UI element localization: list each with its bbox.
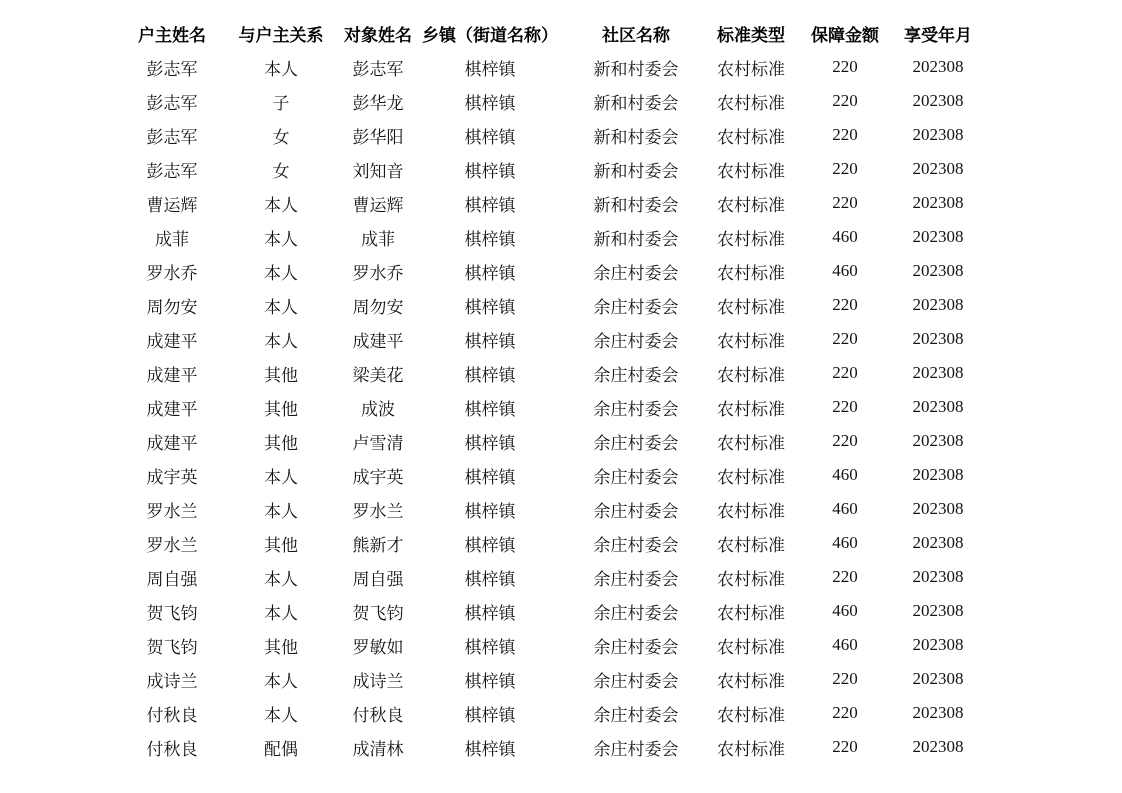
table-cell: 220	[832, 397, 858, 416]
table-cell: 棋梓镇	[464, 59, 516, 79]
table-cell: 周自强	[352, 569, 404, 589]
table-row	[118, 424, 976, 458]
table-cell: 农村标准	[717, 297, 785, 317]
table-cell: 余庄村委会	[593, 535, 679, 555]
table-cell: 农村标准	[717, 637, 785, 657]
table-cell: 农村标准	[717, 535, 785, 555]
table-cell: 彭志军	[146, 161, 198, 181]
table-cell: 罗水兰	[146, 501, 198, 521]
table-cell: 202308	[912, 57, 964, 76]
table-body	[118, 50, 976, 764]
table-cell: 新和村委会	[593, 161, 679, 181]
table-cell: 付秋良	[352, 705, 404, 725]
table-cell: 本人	[264, 297, 298, 317]
table-row	[118, 492, 976, 526]
table-cell: 新和村委会	[593, 127, 679, 147]
table-cell: 贺飞钧	[352, 603, 404, 623]
table-cell: 彭志军	[146, 127, 198, 147]
column-header-standard-type: 标准类型	[717, 25, 785, 45]
table-cell: 农村标准	[717, 467, 785, 487]
table-cell: 农村标准	[717, 569, 785, 589]
table-cell: 女	[272, 161, 290, 181]
table-cell: 202308	[912, 737, 964, 756]
table-cell: 余庄村委会	[593, 739, 679, 759]
table-cell: 余庄村委会	[593, 263, 679, 283]
table-cell: 农村标准	[717, 433, 785, 453]
column-header-guarantee-amount: 保障金额	[811, 25, 879, 45]
table-cell: 成建平	[146, 331, 198, 351]
table-cell: 220	[832, 125, 858, 144]
table-cell: 棋梓镇	[464, 365, 516, 385]
table-cell: 周自强	[146, 569, 198, 589]
table-cell: 220	[832, 737, 858, 756]
column-header-township: 乡镇（街道名称）	[422, 25, 558, 45]
table-cell: 余庄村委会	[593, 365, 679, 385]
table-cell: 460	[832, 227, 858, 246]
table-cell: 罗水兰	[352, 501, 404, 521]
table-cell: 220	[832, 329, 858, 348]
table-cell: 本人	[264, 229, 298, 249]
table-cell: 220	[832, 295, 858, 314]
table-cell: 其他	[264, 365, 298, 385]
table-cell: 220	[832, 57, 858, 76]
table-cell: 新和村委会	[593, 93, 679, 113]
table-row	[118, 594, 976, 628]
table-cell: 本人	[264, 569, 298, 589]
table-cell: 余庄村委会	[593, 637, 679, 657]
table-cell: 刘知音	[352, 161, 404, 181]
table-cell: 成建平	[146, 365, 198, 385]
table-cell: 余庄村委会	[593, 297, 679, 317]
table-cell: 新和村委会	[593, 59, 679, 79]
table-cell: 其他	[264, 433, 298, 453]
table-row	[118, 662, 976, 696]
table-cell: 成建平	[146, 433, 198, 453]
table-cell: 棋梓镇	[464, 195, 516, 215]
table-cell: 成宇英	[352, 467, 404, 487]
table-cell: 农村标准	[717, 365, 785, 385]
table-cell: 棋梓镇	[464, 739, 516, 759]
table-row	[118, 696, 976, 730]
column-header-benefit-month: 享受年月	[904, 25, 972, 45]
table-cell: 其他	[264, 399, 298, 419]
table-cell: 彭华龙	[352, 93, 404, 113]
table-cell: 460	[832, 499, 858, 518]
table-cell: 女	[272, 127, 290, 147]
table-cell: 本人	[264, 705, 298, 725]
table-cell: 棋梓镇	[464, 501, 516, 521]
table-cell: 成波	[361, 399, 395, 419]
table-cell: 220	[832, 431, 858, 450]
table-row	[118, 730, 976, 764]
table-cell: 本人	[264, 263, 298, 283]
table-row	[118, 186, 976, 220]
table-cell: 余庄村委会	[593, 331, 679, 351]
column-header-relationship: 与户主关系	[238, 25, 324, 45]
table-cell: 202308	[912, 261, 964, 280]
table-cell: 余庄村委会	[593, 603, 679, 623]
table-cell: 本人	[264, 467, 298, 487]
table-cell: 202308	[912, 193, 964, 212]
table-row	[118, 288, 976, 322]
table-cell: 农村标准	[717, 739, 785, 759]
column-header-subject-name: 对象姓名	[344, 25, 412, 45]
table-cell: 本人	[264, 59, 298, 79]
table-cell: 棋梓镇	[464, 603, 516, 623]
table-row	[118, 560, 976, 594]
table-cell: 农村标准	[717, 331, 785, 351]
table-cell: 460	[832, 635, 858, 654]
table-cell: 220	[832, 193, 858, 212]
table-cell: 彭志军	[352, 59, 404, 79]
table-cell: 202308	[912, 91, 964, 110]
table-cell: 农村标准	[717, 93, 785, 113]
table-header-row	[118, 16, 976, 50]
table-row	[118, 50, 976, 84]
table-cell: 棋梓镇	[464, 263, 516, 283]
table-cell: 202308	[912, 295, 964, 314]
table-cell: 202308	[912, 533, 964, 552]
table-cell: 棋梓镇	[464, 637, 516, 657]
table-row	[118, 152, 976, 186]
table-cell: 220	[832, 363, 858, 382]
table-cell: 棋梓镇	[464, 331, 516, 351]
table-cell: 460	[832, 601, 858, 620]
table-cell: 罗敏如	[352, 637, 404, 657]
table-cell: 202308	[912, 703, 964, 722]
table-cell: 其他	[264, 535, 298, 555]
table-cell: 本人	[264, 331, 298, 351]
table-cell: 220	[832, 669, 858, 688]
table-cell: 周勿安	[146, 297, 198, 317]
table-cell: 成建平	[352, 331, 404, 351]
table-row	[118, 526, 976, 560]
table-cell: 202308	[912, 397, 964, 416]
benefits-roster-table	[118, 16, 976, 764]
table-row	[118, 628, 976, 662]
table-cell: 202308	[912, 465, 964, 484]
table-cell: 彭志军	[146, 93, 198, 113]
table-cell: 配偶	[264, 739, 298, 759]
table-cell: 成诗兰	[146, 671, 198, 691]
table-cell: 农村标准	[717, 501, 785, 521]
table-cell: 棋梓镇	[464, 705, 516, 725]
table-cell: 202308	[912, 601, 964, 620]
table-cell: 成菲	[361, 229, 395, 249]
table-cell: 成菲	[155, 229, 189, 249]
table-cell: 农村标准	[717, 229, 785, 249]
table-cell: 棋梓镇	[464, 671, 516, 691]
table-cell: 202308	[912, 635, 964, 654]
table-cell: 彭华阳	[352, 127, 404, 147]
table-cell: 棋梓镇	[464, 127, 516, 147]
table-cell: 罗水乔	[146, 263, 198, 283]
table-row	[118, 118, 976, 152]
table-cell: 贺飞钧	[146, 637, 198, 657]
table-cell: 农村标准	[717, 671, 785, 691]
table-cell: 棋梓镇	[464, 297, 516, 317]
table-cell: 农村标准	[717, 127, 785, 147]
table-cell: 202308	[912, 499, 964, 518]
table-cell: 余庄村委会	[593, 705, 679, 725]
table-cell: 棋梓镇	[464, 93, 516, 113]
table-cell: 罗水乔	[352, 263, 404, 283]
table-cell: 成宇英	[146, 467, 198, 487]
table-cell: 棋梓镇	[464, 399, 516, 419]
table-row	[118, 458, 976, 492]
column-header-community-name: 社区名称	[602, 25, 670, 45]
table-cell: 新和村委会	[593, 195, 679, 215]
table-row	[118, 220, 976, 254]
table-cell: 梁美花	[352, 365, 404, 385]
table-cell: 农村标准	[717, 603, 785, 623]
table-cell: 贺飞钧	[146, 603, 198, 623]
table-cell: 棋梓镇	[464, 467, 516, 487]
table-cell: 202308	[912, 567, 964, 586]
table-cell: 余庄村委会	[593, 399, 679, 419]
table-cell: 本人	[264, 501, 298, 521]
table-cell: 202308	[912, 159, 964, 178]
table-cell: 曹运辉	[146, 195, 198, 215]
table-cell: 付秋良	[146, 705, 198, 725]
table-cell: 棋梓镇	[464, 535, 516, 555]
table-cell: 202308	[912, 431, 964, 450]
table-row	[118, 84, 976, 118]
table-cell: 本人	[264, 195, 298, 215]
table-cell: 成诗兰	[352, 671, 404, 691]
table-cell: 农村标准	[717, 161, 785, 181]
table-cell: 周勿安	[352, 297, 404, 317]
table-cell: 220	[832, 159, 858, 178]
table-cell: 棋梓镇	[464, 229, 516, 249]
table-cell: 202308	[912, 363, 964, 382]
table-cell: 460	[832, 533, 858, 552]
table-cell: 成建平	[146, 399, 198, 419]
table-cell: 农村标准	[717, 59, 785, 79]
column-header-household-head-name: 户主姓名	[138, 25, 206, 45]
table-cell: 220	[832, 91, 858, 110]
table-cell: 棋梓镇	[464, 433, 516, 453]
table-row	[118, 322, 976, 356]
table-row	[118, 254, 976, 288]
table-cell: 付秋良	[146, 739, 198, 759]
table-cell: 202308	[912, 329, 964, 348]
table-cell: 余庄村委会	[593, 501, 679, 521]
table-cell: 成清林	[352, 739, 404, 759]
table-cell: 202308	[912, 669, 964, 688]
table-cell: 棋梓镇	[464, 569, 516, 589]
table-cell: 农村标准	[717, 399, 785, 419]
table-cell: 202308	[912, 227, 964, 246]
table-cell: 202308	[912, 125, 964, 144]
table-cell: 220	[832, 703, 858, 722]
table-cell: 本人	[264, 603, 298, 623]
table-cell: 棋梓镇	[464, 161, 516, 181]
table-cell: 彭志军	[146, 59, 198, 79]
table-cell: 卢雪清	[352, 433, 404, 453]
table-cell: 余庄村委会	[593, 467, 679, 487]
table-cell: 220	[832, 567, 858, 586]
table-cell: 农村标准	[717, 263, 785, 283]
table-cell: 子	[272, 93, 290, 113]
table-cell: 新和村委会	[593, 229, 679, 249]
table-cell: 罗水兰	[146, 535, 198, 555]
table-cell: 460	[832, 261, 858, 280]
table-cell: 余庄村委会	[593, 671, 679, 691]
table-cell: 熊新才	[352, 535, 404, 555]
table-cell: 本人	[264, 671, 298, 691]
table-cell: 其他	[264, 637, 298, 657]
table-cell: 余庄村委会	[593, 569, 679, 589]
table-cell: 农村标准	[717, 705, 785, 725]
table-cell: 农村标准	[717, 195, 785, 215]
table-row	[118, 390, 976, 424]
table-cell: 余庄村委会	[593, 433, 679, 453]
table-row	[118, 356, 976, 390]
table-cell: 460	[832, 465, 858, 484]
table-cell: 曹运辉	[352, 195, 404, 215]
